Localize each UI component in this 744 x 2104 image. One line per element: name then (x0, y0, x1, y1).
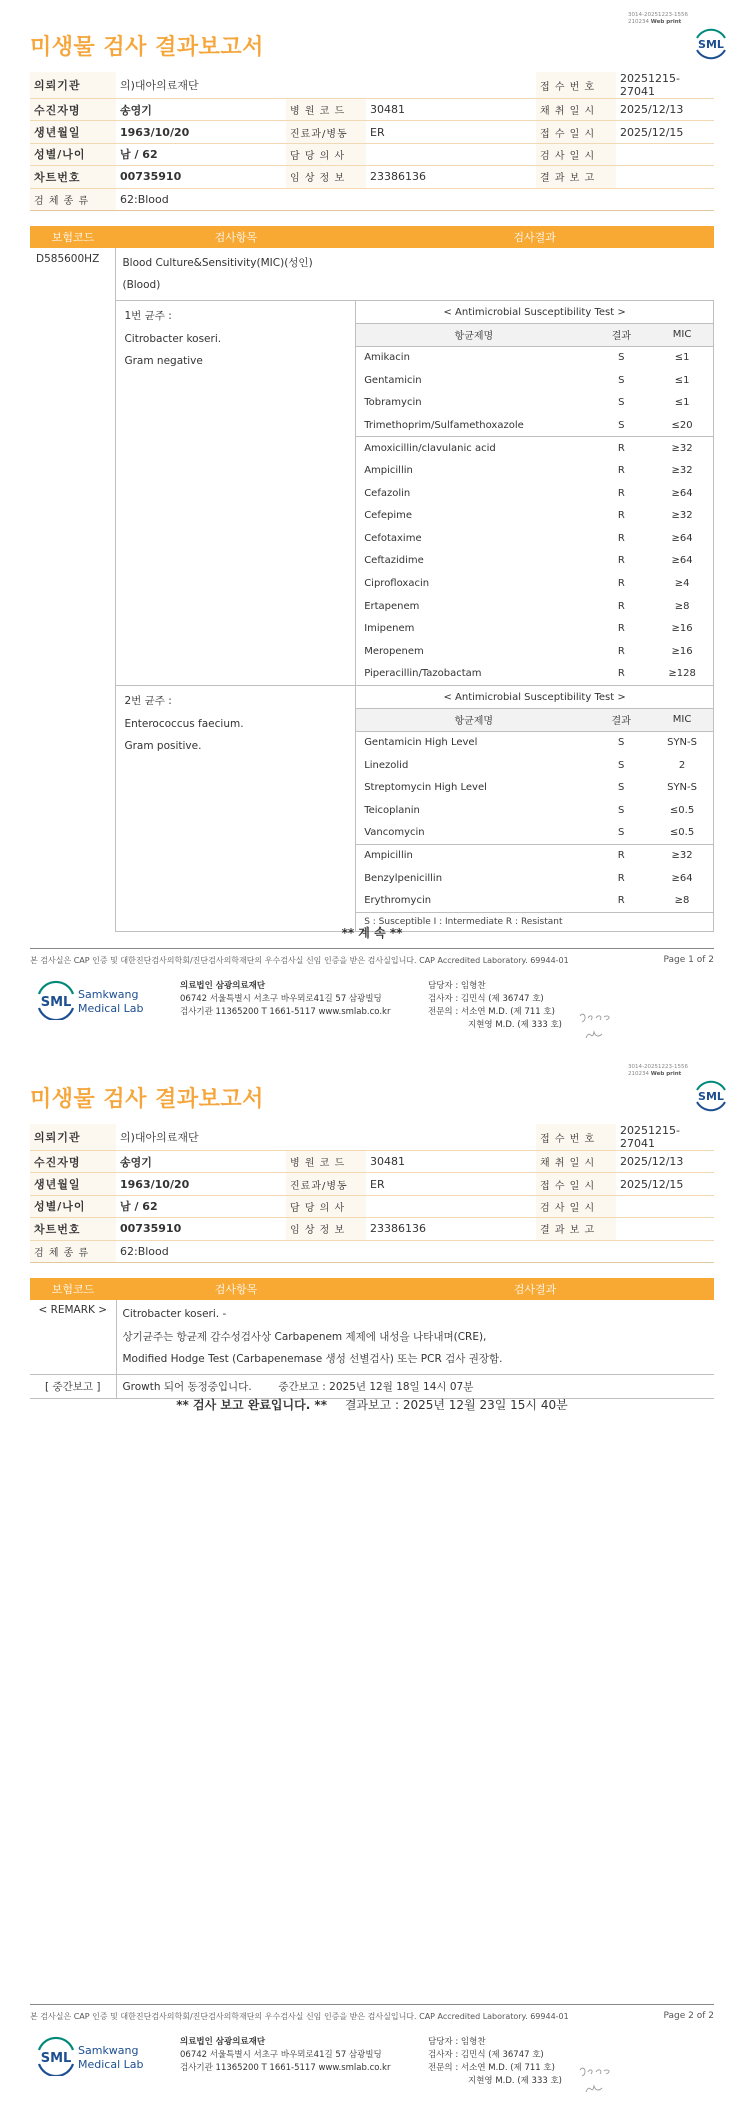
results-table (30, 226, 714, 932)
ast-row (356, 822, 713, 845)
print-code-2: 210234 (628, 1071, 649, 1077)
patient-info-table (30, 72, 714, 211)
sir-result: S (618, 397, 625, 409)
sir-result: S (618, 804, 625, 816)
test-name: Blood Culture&Sensitivity(MIC)(성인) (122, 257, 313, 269)
sir-result: R (617, 600, 625, 612)
staff-info (428, 980, 562, 1032)
sex-age-value: 남 / 62 (116, 143, 286, 165)
sir-result: S (618, 374, 625, 386)
hospital-code-value: 30481 (366, 99, 536, 121)
final-note (0, 1396, 744, 1413)
name-label: 수진자명 (30, 99, 116, 121)
drug-name: Ampicillin (364, 464, 413, 476)
mic-value: ≥32 (651, 437, 713, 460)
staff-info-2 (428, 2036, 562, 2088)
drug-name: Amoxicillin/clavulanic acid (356, 437, 591, 460)
page-number-2: Page 2 of 2 (663, 2011, 714, 2021)
chart-label-2: 차트번호 (30, 1218, 116, 1240)
specimen-value: 62:Blood (116, 188, 286, 210)
web-print-label-2: Web print (650, 1071, 682, 1077)
signature-icon-2 (576, 2062, 616, 2100)
item-header-2: 검사항목 (116, 1278, 356, 1300)
institution-value-2: 의)대아의료재단 (116, 1124, 286, 1151)
lab-corp-2: 의료법인 삼광의료재단 (180, 2037, 266, 2047)
name-value: 송영기 (116, 99, 286, 121)
mic-value: SYN-S (667, 737, 697, 749)
sir-result: R (617, 577, 625, 589)
sir-result: R (591, 844, 651, 867)
report-page-1 (0, 0, 744, 1050)
report-label-2: 결 과 보 고 (536, 1218, 616, 1240)
drug-name: Linezolid (364, 759, 409, 771)
lab-logo-name2-2: Medical Lab (78, 2058, 144, 2071)
institution-value: 의)대아의료재단 (116, 72, 286, 99)
sir-result: R (592, 437, 652, 460)
ast-1-drug-header: 항균제명 (356, 324, 591, 347)
cap-note (30, 955, 714, 966)
sir-result: R (617, 872, 625, 884)
dob-value: 1963/10/20 (116, 121, 286, 143)
drug-name: Ertapenem (364, 600, 420, 612)
page-number: Page 1 of 2 (663, 955, 714, 965)
print-code: 210234 (628, 19, 649, 25)
test-date-label-2: 검 사 일 시 (536, 1195, 616, 1217)
print-stamp-2 (628, 1064, 698, 1078)
ast-2-drug-header: 항균제명 (356, 709, 591, 732)
remark-cell (116, 1300, 714, 1374)
collect-date-value-2: 2025/12/13 (616, 1151, 714, 1173)
result-legend: S : Susceptible I : Intermediate R : Resistant (356, 912, 713, 931)
specimen-label: 검 체 종 류 (30, 188, 116, 210)
dept-label-2: 진료과/병동 (286, 1173, 366, 1195)
interim-label: [ 중간보고 ] (30, 1374, 116, 1398)
continued-note: ** 계 속 ** (341, 926, 403, 940)
mic-value: ≥16 (671, 623, 693, 635)
clinical-value: 23386136 (366, 166, 536, 188)
cap-note-text: 본 검사실은 CAP 인증 및 대한진단검사의학회/진단검사의학재단의 우수검사실 신임 인증을 받은 검사실입니다. CAP Accredited Laboratory. 69944-01 (30, 956, 569, 965)
clinical-label-2: 임 상 정 보 (286, 1218, 366, 1240)
test-name-cell (116, 248, 714, 301)
ast-2-cell (356, 686, 714, 932)
print-id: 3014-20251223-1556 (628, 12, 688, 18)
sir-result: S (618, 782, 625, 794)
sir-result: S (618, 352, 625, 364)
staff-tester: 검사자 : 김민식 (제 36747 호) (428, 994, 544, 1004)
ast-row (356, 504, 713, 527)
ast-row (356, 572, 713, 595)
test-date-label: 검 사 일 시 (536, 143, 616, 165)
cap-note-text-2: 본 검사실은 CAP 인증 및 대한진단검사의학회/진단검사의학재단의 우수검사실 신임 인증을 받은 검사실입니다. CAP Accredited Laboratory. 69944-01 (30, 2012, 569, 2021)
sir-result: R (617, 555, 625, 567)
footer-divider (30, 948, 714, 949)
drug-name: Tobramycin (364, 397, 422, 409)
sir-result: S (618, 737, 625, 749)
sex-age-label-2: 성별/나이 (30, 1195, 116, 1217)
drug-name: Cefotaxime (364, 532, 422, 544)
lab-address-2: 06742 서울특별시 서초구 바우뫼로41길 57 삼광빌딩 (180, 2050, 382, 2060)
organism-1-cell (116, 301, 356, 686)
mic-value: ≥8 (674, 895, 690, 907)
ast-row (356, 799, 713, 822)
collect-date-value: 2025/12/13 (616, 99, 714, 121)
mic-value: ≥64 (671, 487, 693, 499)
organism-1-gram: Gram negative (124, 355, 203, 367)
test-specimen: (Blood) (122, 279, 161, 291)
cap-note-2 (30, 2011, 714, 2022)
sir-result: R (617, 895, 625, 907)
samkwang-logo-icon-2 (36, 2036, 156, 2076)
ast-row (356, 663, 713, 686)
sex-age-value-2: 남 / 62 (116, 1195, 286, 1217)
mic-value: ≤1 (674, 374, 690, 386)
drug-name: Ampicillin (356, 844, 591, 867)
drug-name: Streptomycin High Level (364, 782, 487, 794)
mic-value: ≥64 (671, 555, 693, 567)
sir-result: R (617, 623, 625, 635)
patient-info-table-2 (30, 1124, 714, 1263)
hospital-code-value-2: 30481 (366, 1151, 536, 1173)
drug-name: Vancomycin (364, 827, 425, 839)
ast-row (356, 414, 713, 437)
drug-name: Cefepime (364, 510, 413, 522)
receipt-no-label-2: 접 수 번 호 (536, 1124, 616, 1151)
name-value-2: 송영기 (116, 1151, 286, 1173)
ast-row (356, 391, 713, 414)
organism-2-name: Enterococcus faecium. (124, 717, 244, 730)
mic-value: ≤0.5 (669, 827, 695, 839)
lab-logo-sml-2: SML (40, 2051, 72, 2066)
sex-age-label: 성별/나이 (30, 143, 116, 165)
remark-line-2: 상기균주는 항균제 감수성검사상 Carbapenem 제제에 내성을 나타내며(CRE), (122, 1330, 487, 1343)
ast-row (356, 844, 713, 867)
ast-table-1 (356, 301, 713, 685)
report-page-2 (0, 1052, 744, 2104)
dept-value-2: ER (366, 1173, 536, 1195)
web-print-label: Web print (650, 19, 682, 25)
lab-info (180, 980, 390, 1019)
result-header-2: 검사결과 (356, 1278, 714, 1300)
mic-value: ≤20 (671, 419, 693, 431)
sir-result: R (617, 487, 625, 499)
drug-name: Erythromycin (364, 895, 432, 907)
lab-corp: 의료법인 삼광의료재단 (180, 981, 266, 991)
staff-manager: 담당자 : 임형찬 (428, 981, 486, 991)
report-value-2 (616, 1218, 714, 1240)
ast-row (356, 369, 713, 392)
receipt-date-value-2: 2025/12/15 (616, 1173, 714, 1195)
clinical-value-2: 23386136 (366, 1218, 536, 1240)
mic-value: ≥32 (671, 464, 693, 476)
mic-value: SYN-S (667, 782, 697, 794)
result-header: 검사결과 (356, 226, 714, 248)
lab-logo-name1: Samkwang (78, 988, 139, 1001)
drug-name: Amikacin (364, 352, 410, 364)
doctor-value (366, 143, 536, 165)
mic-value: ≥128 (668, 668, 696, 680)
receipt-no-value-2: 20251215-27041 (616, 1124, 714, 1151)
drug-name: Ciprofloxacin (364, 577, 430, 589)
receipt-date-label-2: 접 수 일 시 (536, 1173, 616, 1195)
remark-line-3: Modified Hodge Test (Carbapenemase 생성 선별검사) 또는 PCR 검사 권장함. (122, 1353, 503, 1365)
ast-table-2 (356, 686, 713, 912)
report-title: 미생물 검사 결과보고서 (30, 35, 264, 60)
interim-text: Growth 되어 동정중입니다. 중간보고 : 2025년 12월 18일 14시 07분 (116, 1374, 714, 1398)
ast-1-cell (356, 301, 714, 686)
footer-divider-2 (30, 2004, 714, 2005)
mic-value: ≥32 (671, 510, 693, 522)
institution-label-2: 의뢰기관 (30, 1124, 116, 1151)
collect-date-label: 채 취 일 시 (536, 99, 616, 121)
sir-result: R (617, 668, 625, 680)
samkwang-logo-icon (36, 980, 156, 1020)
sir-result: S (618, 419, 625, 431)
chart-value-2: 00735910 (116, 1218, 286, 1240)
ast-row (356, 640, 713, 663)
ast-row (356, 731, 713, 754)
drug-name: Imipenem (364, 623, 415, 635)
ast-1-mic-header: MIC (651, 324, 713, 347)
drug-name: Piperacillin/Tazobactam (364, 668, 482, 680)
lab-agency: 검사기관 11365200 T 1661-5117 www.smlab.co.kr (180, 1007, 391, 1017)
hospital-code-label-2: 병 원 코 드 (286, 1151, 366, 1173)
ast-row (356, 754, 713, 777)
ast-2-mic-header: MIC (651, 709, 713, 732)
drug-name: Trimethoprim/Sulfamethoxazole (364, 419, 524, 431)
ast-2-title: < Antimicrobial Susceptibility Test > (443, 691, 626, 703)
ast-row (356, 527, 713, 550)
sml-logo-icon (692, 26, 730, 62)
organism-2-cell (116, 686, 356, 932)
receipt-no-label: 접 수 번 호 (536, 72, 616, 99)
mic-value: ≥32 (651, 844, 713, 867)
ast-row (356, 346, 713, 369)
test-date-value (616, 143, 714, 165)
dob-value-2: 1963/10/20 (116, 1173, 286, 1195)
final-report-time: 결과보고 : 2025년 12월 23일 15시 40분 (344, 1398, 568, 1412)
sir-result: S (618, 827, 625, 839)
dob-label: 생년월일 (30, 121, 116, 143)
item-header: 검사항목 (116, 226, 356, 248)
mic-value: 2 (678, 759, 686, 771)
mic-value: ≥16 (671, 645, 693, 657)
drug-name: Teicoplanin (364, 804, 420, 816)
staff-specialist-1: 전문의 : 서소연 M.D. (제 711 호) (428, 1007, 555, 1017)
receipt-date-label: 접 수 일 시 (536, 121, 616, 143)
lab-logo-name1-2: Samkwang (78, 2044, 139, 2057)
report-title-2: 미생물 검사 결과보고서 (30, 1087, 264, 1112)
print-stamp (628, 12, 698, 26)
chart-value: 00735910 (116, 166, 286, 188)
ast-row (356, 776, 713, 799)
ast-1-title: < Antimicrobial Susceptibility Test > (443, 306, 626, 318)
drug-name: Ceftazidime (364, 555, 424, 567)
hospital-code-label: 병 원 코 드 (286, 99, 366, 121)
doctor-value-2 (366, 1195, 536, 1217)
ast-1-result-header: 결과 (592, 324, 652, 347)
ast-row (356, 595, 713, 618)
mic-value: ≥64 (671, 872, 693, 884)
remark-line-1: Citrobacter koseri. - (122, 1308, 227, 1320)
ast-row (356, 437, 713, 460)
staff-manager-2: 담당자 : 임형찬 (428, 2037, 486, 2047)
sir-result: R (617, 464, 625, 476)
dept-value: ER (366, 121, 536, 143)
staff-specialist-2-2: 지현영 M.D. (제 333 호) (468, 2076, 563, 2086)
ast-row (356, 617, 713, 640)
specimen-label-2: 검 체 종 류 (30, 1240, 116, 1262)
specimen-value-2: 62:Blood (116, 1240, 286, 1262)
drug-name: Cefazolin (364, 487, 411, 499)
sir-result: S (618, 759, 625, 771)
organism-1-label: 1번 균주 : (124, 310, 172, 322)
organism-2-label: 2번 균주 : (124, 695, 172, 708)
name-label-2: 수진자명 (30, 1151, 116, 1173)
report-label: 결 과 보 고 (536, 166, 616, 188)
mic-value: ≥8 (674, 600, 690, 612)
lab-logo-sml: SML (40, 995, 72, 1010)
staff-specialist-2: 지현영 M.D. (제 333 호) (468, 1020, 563, 1030)
ast-2-result-header: 결과 (591, 709, 651, 732)
print-id-2: 3014-20251223-1556 (628, 1064, 688, 1070)
receipt-no-value: 20251215-27041 (616, 72, 714, 99)
organism-1-name: Citrobacter koseri. (124, 332, 222, 345)
remark-label: < REMARK > (30, 1300, 116, 1374)
sir-result: R (617, 532, 625, 544)
code-header: 보험코드 (30, 226, 116, 248)
doctor-label-2: 담 당 의 사 (286, 1195, 366, 1217)
lab-agency-2: 검사기관 11365200 T 1661-5117 www.smlab.co.kr (180, 2063, 391, 2073)
remark-table (30, 1278, 714, 1399)
organism-2-gram: Gram positive. (124, 740, 202, 753)
sml-logo-text-2: SML (698, 1090, 724, 1103)
ast-row (356, 482, 713, 505)
drug-name: Gentamicin (364, 374, 422, 386)
mic-value: ≤1 (674, 352, 690, 364)
staff-specialist-1-2: 전문의 : 서소연 M.D. (제 711 호) (428, 2063, 555, 2073)
dept-label: 진료과/병동 (286, 121, 366, 143)
drug-name: Meropenem (364, 645, 424, 657)
drug-name: Benzylpenicillin (364, 872, 443, 884)
report-value (616, 166, 714, 188)
clinical-label: 임 상 정 보 (286, 166, 366, 188)
code-header-2: 보험코드 (30, 1278, 116, 1300)
chart-label: 차트번호 (30, 166, 116, 188)
sir-result: R (617, 510, 625, 522)
sir-result: R (617, 645, 625, 657)
mic-value: ≥64 (671, 532, 693, 544)
collect-date-label-2: 채 취 일 시 (536, 1151, 616, 1173)
mic-value: ≤1 (674, 397, 690, 409)
ast-row (356, 550, 713, 573)
drug-name: Gentamicin High Level (364, 737, 478, 749)
ast-row (356, 867, 713, 890)
mic-value: ≤0.5 (669, 804, 695, 816)
test-date-value-2 (616, 1195, 714, 1217)
dob-label-2: 생년월일 (30, 1173, 116, 1195)
sml-logo-text: SML (698, 38, 724, 51)
lab-logo-name2: Medical Lab (78, 1002, 144, 1015)
institution-label: 의뢰기관 (30, 72, 116, 99)
receipt-date-value: 2025/12/15 (616, 121, 714, 143)
doctor-label: 담 당 의 사 (286, 143, 366, 165)
staff-tester-2: 검사자 : 김민식 (제 36747 호) (428, 2050, 544, 2060)
ast-row (356, 459, 713, 482)
insurance-code: D585600HZ (30, 248, 116, 932)
lab-address: 06742 서울특별시 서초구 바우뫼로41길 57 삼광빌딩 (180, 994, 382, 1004)
lab-info-2 (180, 2036, 390, 2075)
ast-row (356, 889, 713, 912)
final-done: ** 검사 보고 완료입니다. ** (176, 1398, 327, 1412)
sml-logo-icon-2 (692, 1078, 730, 1114)
signature-icon (576, 1008, 616, 1046)
mic-value: ≥4 (674, 577, 690, 589)
